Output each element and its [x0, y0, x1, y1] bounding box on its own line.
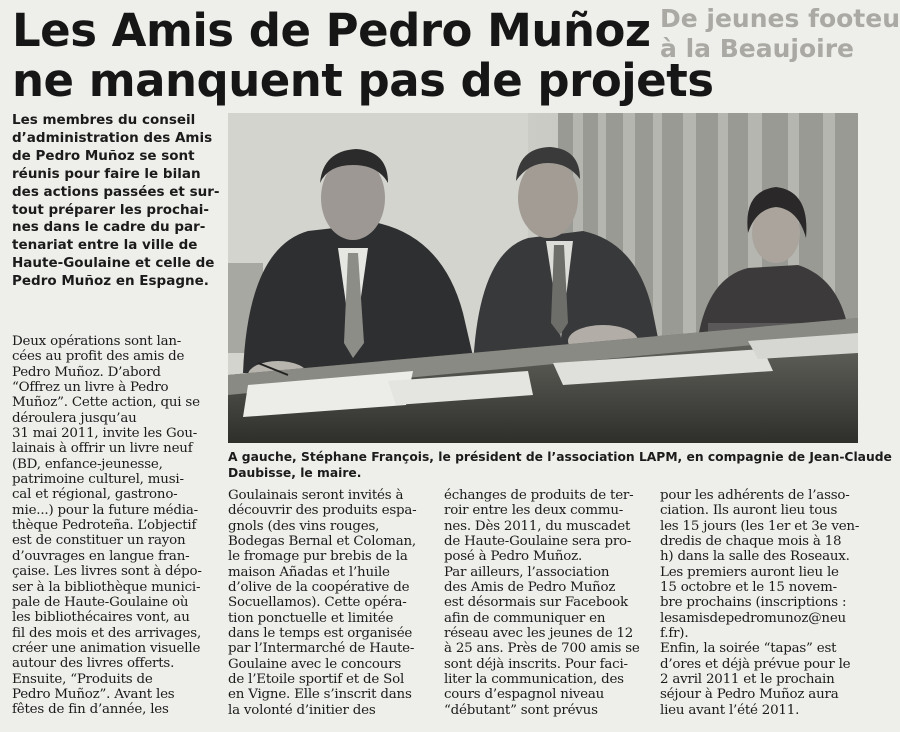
- body-line: f.fr).: [660, 626, 689, 642]
- body-line: autour des livres offerts.: [12, 656, 175, 672]
- lead-line: tenariat entre la ville de: [12, 237, 198, 254]
- lead-line: nes dans le cadre du par-: [12, 219, 206, 236]
- body-line: déroulera jusqu’au: [12, 410, 137, 426]
- lead-line: réunis pour faire le bilan: [12, 165, 201, 182]
- adjacent-headline-line: De jeunes footeu: [660, 4, 900, 33]
- lead-line: Haute-Goulaine et celle de: [12, 255, 215, 272]
- body-line: bre prochains (inscriptions :: [660, 595, 847, 611]
- body-line: posé à Pedro Muñoz.: [444, 549, 583, 565]
- body-line: cal et régional, gastrono-: [12, 487, 178, 503]
- body-line: à 25 ans. Près de 700 amis se: [444, 641, 640, 657]
- body-line: dredis de chaque mois à 18: [660, 534, 842, 550]
- lead-line: des actions passées et sur-: [12, 183, 220, 200]
- body-line: Par ailleurs, l’association: [444, 564, 610, 580]
- body-line: échanges de produits de ter-: [444, 488, 634, 503]
- body-line: fêtes de fin d’année, les: [12, 702, 169, 718]
- caption-line: A gauche, Stéphane François, le président de l’association LAPM, en compagnie de Jean-Claude: [228, 450, 892, 464]
- body-line: sont déjà inscrits. Pour faci-: [444, 656, 628, 672]
- body-line: 2 avril 2011 et le prochain: [660, 672, 835, 688]
- body-line: pour les adhérents de l’asso-: [660, 488, 850, 503]
- headline-line: Les Amis de Pedro Muñoz: [12, 4, 651, 57]
- body-line: Goulainais seront invités à: [228, 488, 404, 503]
- body-line: lesamisdepedromunoz@neu: [660, 610, 846, 626]
- article-lead: [12, 112, 220, 291]
- body-line: Goulaine avec le concours: [228, 656, 402, 672]
- body-line: (BD, enfance-jeunesse,: [12, 456, 163, 472]
- body-line: cées au profit des amis de: [12, 349, 185, 365]
- body-line: pale de Haute-Goulaine où: [12, 594, 189, 610]
- body-line: nes. Dès 2011, du muscadet: [444, 518, 631, 534]
- body-line: les 15 jours (les 1er et 3e ven-: [660, 518, 860, 534]
- body-line: les bibliothécaires vont, au: [12, 610, 190, 626]
- article-column-2: [228, 488, 426, 718]
- body-line: réseau avec les jeunes de 12: [444, 626, 634, 642]
- lead-line: Les membres du conseil: [12, 112, 196, 128]
- body-line: Bodegas Bernal et Coloman,: [228, 534, 416, 550]
- body-line: thèque Pedroteña. L’objectif: [12, 518, 197, 534]
- body-line: par l’Intermarché de Haute-: [228, 641, 415, 657]
- lead-line: d’administration des Amis: [12, 129, 213, 146]
- body-line: 31 mai 2011, invite les Gou-: [12, 426, 198, 442]
- body-line: fil des mois et des arrivages,: [12, 625, 202, 641]
- body-line: ser à la bibliothèque munici-: [12, 579, 201, 595]
- adjacent-article-headline: [660, 4, 900, 64]
- body-line: ciation. Ils auront lieu tous: [660, 503, 838, 519]
- body-line: Enfin, la soirée “tapas” est: [660, 641, 837, 657]
- body-line: Socuellamos). Cette opéra-: [228, 595, 407, 611]
- body-line: Ensuite, “Produits de: [12, 671, 153, 687]
- body-line: cours d’espagnol niveau: [444, 687, 605, 703]
- headline-line: ne manquent pas de projets: [12, 54, 714, 107]
- photo-caption: [228, 449, 892, 481]
- body-line: de l’Etoile sportif et de Sol: [228, 672, 405, 688]
- body-line: lainais à offrir un livre neuf: [12, 441, 193, 457]
- article-column-1: [12, 334, 210, 718]
- body-line: créer une animation visuelle: [12, 640, 201, 656]
- article-column-3: [444, 488, 642, 718]
- body-line: roir entre les deux commu-: [444, 503, 624, 519]
- body-line: Pedro Muñoz. D’abord: [12, 364, 161, 380]
- body-line: Deux opérations sont lan-: [12, 334, 182, 349]
- article-column-4: [660, 488, 858, 718]
- lead-line: de Pedro Muñoz se sont: [12, 147, 195, 164]
- body-line: “débutant” sont prévus: [444, 702, 598, 718]
- body-line: “Offrez un livre à Pedro: [12, 380, 169, 396]
- body-line: d’ouvrages en langue fran-: [12, 548, 190, 564]
- body-line: découvrir des produits espa-: [228, 503, 417, 519]
- body-line: h) dans la salle des Roseaux.: [660, 549, 850, 565]
- adjacent-headline-line: à la Beaujoire: [660, 34, 854, 63]
- body-line: Les premiers auront lieu le: [660, 564, 839, 580]
- body-line: afin de communiquer en: [444, 610, 606, 626]
- body-line: gnols (des vins rouges,: [228, 518, 380, 534]
- body-line: Muñoz”. Cette action, qui se: [12, 395, 200, 411]
- body-line: des Amis de Pedro Muñoz: [444, 580, 616, 596]
- lead-line: tout préparer les prochai-: [12, 201, 209, 218]
- body-line: le fromage pur brebis de la: [228, 549, 408, 565]
- body-line: séjour à Pedro Muñoz aura: [660, 687, 839, 703]
- body-line: en Vigne. Elle s’inscrit dans: [228, 687, 412, 703]
- body-line: est de constituer un rayon: [12, 533, 186, 549]
- body-line: tion ponctuelle et limitée: [228, 610, 394, 626]
- body-line: dans le temps est organisée: [228, 626, 413, 642]
- body-line: çaise. Les livres sont à dépo-: [12, 564, 202, 580]
- body-line: la volonté d’initier des: [228, 702, 376, 718]
- lead-line: Pedro Muñoz en Espagne.: [12, 273, 209, 290]
- body-line: maison Añadas et l’huile: [228, 564, 390, 580]
- body-line: Pedro Muñoz”. Avant les: [12, 686, 175, 702]
- body-line: de Haute-Goulaine sera pro-: [444, 534, 632, 550]
- body-line: est désormais sur Facebook: [444, 595, 628, 611]
- body-line: liter la communication, des: [444, 672, 624, 688]
- meeting-photo: [228, 113, 858, 443]
- caption-line: Daubisse, le maire.: [228, 466, 362, 480]
- body-line: lieu avant l’été 2011.: [660, 702, 800, 718]
- body-line: d’olive de la coopérative de: [228, 580, 410, 596]
- body-line: patrimoine culturel, musi-: [12, 472, 184, 488]
- body-line: mie...) pour la future média-: [12, 502, 198, 518]
- body-line: d’ores et déjà prévue pour le: [660, 656, 851, 672]
- body-line: 15 octobre et le 15 novem-: [660, 580, 837, 596]
- article-headline: [12, 4, 714, 107]
